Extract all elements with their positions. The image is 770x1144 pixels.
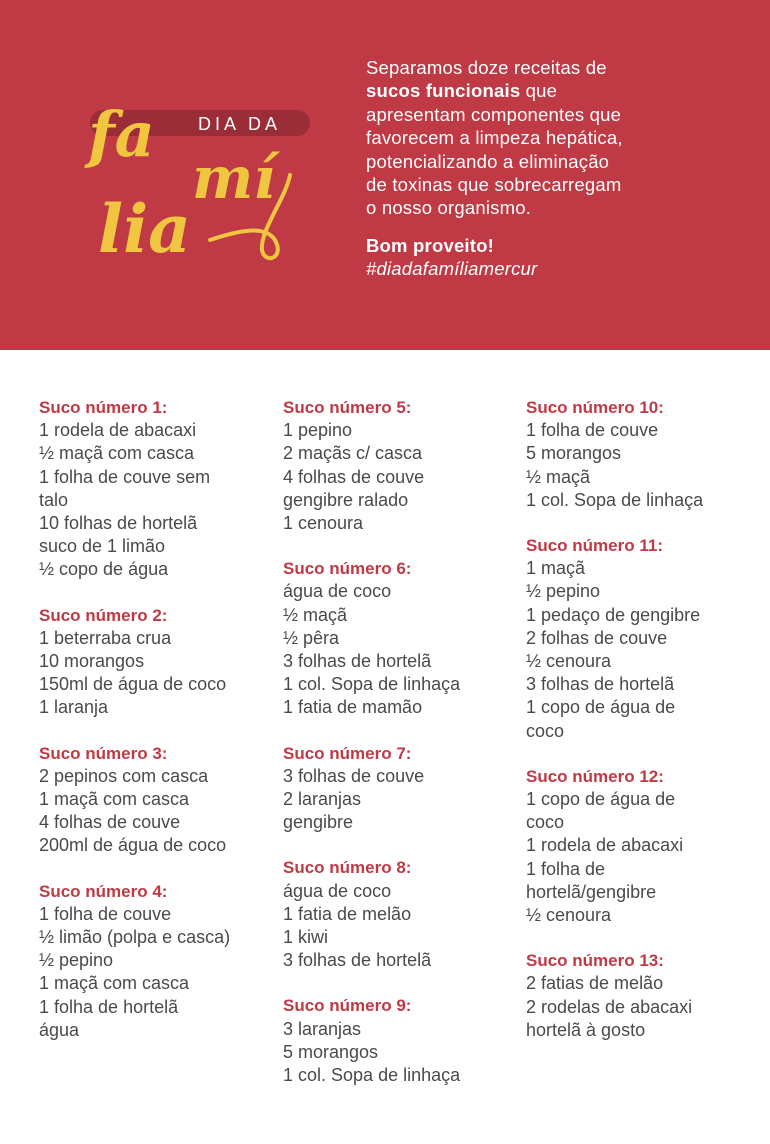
- intro-line: o nosso organismo.: [366, 197, 532, 219]
- ingredient-line: coco: [526, 812, 565, 833]
- ingredient-line: 1 folha de couve: [526, 420, 659, 441]
- ingredient-line: 1 maçã com casca: [39, 789, 190, 810]
- ingredient-line: ½ pepino: [526, 581, 601, 602]
- ingredient-line: 4 folhas de couve: [39, 812, 181, 833]
- ingredient-line: ½ limão (polpa e casca): [39, 927, 231, 948]
- ingredient-line: suco de 1 limão: [39, 536, 166, 557]
- recipe-block: [39, 396, 279, 582]
- ingredient-line: 3 folhas de hortelã: [283, 950, 432, 971]
- ingredient-line: 200ml de água de coco: [39, 835, 227, 856]
- intro-text: [366, 56, 696, 281]
- ingredient-line: 1 fatia de melão: [283, 903, 412, 924]
- recipe-block: [283, 856, 523, 972]
- ingredient-line: água de coco: [283, 880, 392, 901]
- ingredient-line: 1 kiwi: [283, 927, 329, 948]
- recipe-title: Suco número 1:: [39, 398, 168, 417]
- ingredient-line: 3 folhas de hortelã: [283, 651, 432, 672]
- ingredient-line: 2 laranjas: [283, 789, 362, 810]
- intro-line-rest: que: [520, 80, 558, 102]
- ingredient-line: 2 rodelas de abacaxi: [526, 996, 693, 1017]
- recipe-title: Suco número 8:: [283, 858, 412, 878]
- ingredient-line: 150ml de água de coco: [39, 674, 227, 695]
- recipe-title: Suco número 2:: [39, 605, 168, 625]
- ingredient-line: gengibre: [283, 812, 354, 833]
- ingredient-line: gengibre ralado: [283, 489, 409, 510]
- ingredient-line: 1 beterraba crua: [39, 627, 172, 648]
- ingredient-line: 2 folhas de couve: [526, 627, 668, 648]
- ingredient-line: 2 maçãs c/ casca: [283, 443, 423, 464]
- recipe-title: Suco número 3:: [39, 743, 168, 763]
- recipe-column-1: [39, 396, 279, 1064]
- recipe-block: [526, 949, 766, 1042]
- ingredient-line: 1 folha de couve: [39, 903, 172, 924]
- logo-script-lia: lia: [98, 190, 191, 268]
- dia-da-familia-logo: [80, 80, 320, 280]
- ingredient-line: 1 rodela de abacaxi: [39, 420, 197, 441]
- intro-highlight: sucos funcionais: [366, 80, 521, 102]
- intro-line: [366, 79, 696, 102]
- ingredient-line: ½ pêra: [283, 627, 340, 648]
- ingredient-line: 1 fatia de mamão: [283, 697, 423, 718]
- ingredient-line: 1 folha de hortelã: [39, 996, 179, 1017]
- ingredient-line: 1 maçã com casca: [39, 973, 190, 994]
- ingredient-line: água: [39, 1019, 80, 1040]
- recipe-block: [526, 396, 766, 512]
- recipe-block: [39, 880, 279, 1042]
- ingredient-line: 1 rodela de abacaxi: [526, 835, 684, 856]
- recipe-block: [283, 396, 523, 535]
- ingredient-line: ½ maçã com casca: [39, 443, 195, 464]
- ingredient-line: 10 folhas de hortelã: [39, 513, 198, 534]
- intro-line: potencializando a eliminação: [366, 150, 610, 172]
- ingredient-line: ½ maçã: [526, 466, 591, 487]
- ingredient-line: 1 folha de couve sem: [39, 466, 211, 487]
- recipe-title: Suco número 6:: [283, 559, 412, 579]
- recipe-title: Suco número 12:: [526, 766, 664, 786]
- ingredient-line: 1 col. Sopa de linhaça: [283, 674, 461, 695]
- ingredient-line: 1 maçã: [526, 558, 586, 579]
- ingredient-line: 5 morangos: [526, 443, 622, 464]
- ingredient-line: ½ pepino: [39, 950, 114, 971]
- ingredient-line: 2 fatias de melão: [526, 973, 664, 994]
- intro-line: de toxinas que sobrecarregam: [366, 174, 622, 196]
- intro-line: apresentam componentes que: [366, 103, 622, 125]
- ingredient-line: 10 morangos: [39, 651, 145, 672]
- logo-badge-text: DIA DA: [198, 114, 282, 134]
- recipe-title: Suco número 10:: [526, 398, 664, 417]
- recipe-title: Suco número 13:: [526, 951, 664, 971]
- ingredient-line: 3 laranjas: [283, 1018, 362, 1039]
- hashtag: #diadafamíliamercur: [366, 258, 538, 280]
- closing-text: Bom proveito!: [366, 234, 494, 256]
- ingredient-line: 1 col. Sopa de linhaça: [526, 489, 704, 510]
- recipe-column-2: [283, 396, 523, 1109]
- recipe-title: Suco número 7:: [283, 743, 412, 763]
- ingredient-line: ½ maçã: [283, 604, 348, 625]
- ingredient-line: ½ copo de água: [39, 559, 169, 580]
- ingredient-line: 5 morangos: [283, 1041, 379, 1062]
- ingredient-line: 1 laranja: [39, 697, 109, 718]
- ingredient-line: 4 folhas de couve: [283, 466, 425, 487]
- logo-script-fa: fa: [88, 98, 155, 171]
- ingredient-line: 1 pedaço de gengibre: [526, 604, 701, 625]
- recipe-title: Suco número 4:: [39, 881, 168, 901]
- ingredient-line: 1 pepino: [283, 420, 353, 441]
- recipe-block: [283, 557, 523, 719]
- ingredient-line: água de coco: [283, 581, 392, 602]
- ingredient-line: 1 copo de água de: [526, 697, 676, 718]
- recipe-block: [283, 994, 523, 1087]
- ingredient-line: 1 copo de água de: [526, 789, 676, 810]
- ingredient-line: 1 folha de: [526, 858, 606, 879]
- recipe-block: [39, 742, 279, 858]
- recipe-title: Suco número 11:: [526, 536, 663, 556]
- header-banner: [0, 0, 770, 350]
- recipe-block: [39, 604, 279, 720]
- recipe-column-3: [526, 396, 766, 1064]
- ingredient-line: talo: [39, 489, 69, 510]
- ingredient-line: ½ cenoura: [526, 905, 612, 926]
- recipe-block: [526, 534, 766, 743]
- ingredient-line: 3 folhas de couve: [283, 765, 425, 786]
- intro-line: Separamos doze receitas de: [366, 57, 607, 78]
- ingredient-line: 3 folhas de hortelã: [526, 674, 675, 695]
- ingredient-line: coco: [526, 720, 565, 741]
- recipe-title: Suco número 5:: [283, 398, 412, 417]
- ingredient-line: 1 col. Sopa de linhaça: [283, 1065, 461, 1086]
- ingredient-line: ½ cenoura: [526, 651, 612, 672]
- intro-line: favorecem a limpeza hepática,: [366, 127, 623, 149]
- recipe-block: [526, 765, 766, 927]
- logo-script-mi: mí: [192, 144, 276, 212]
- ingredient-line: 1 cenoura: [283, 513, 364, 534]
- ingredient-line: 2 pepinos com casca: [39, 765, 209, 786]
- recipe-block: [283, 742, 523, 835]
- ingredient-line: hortelã/gengibre: [526, 881, 657, 902]
- recipe-title: Suco número 9:: [283, 996, 412, 1016]
- ingredient-line: hortelã à gosto: [526, 1019, 646, 1040]
